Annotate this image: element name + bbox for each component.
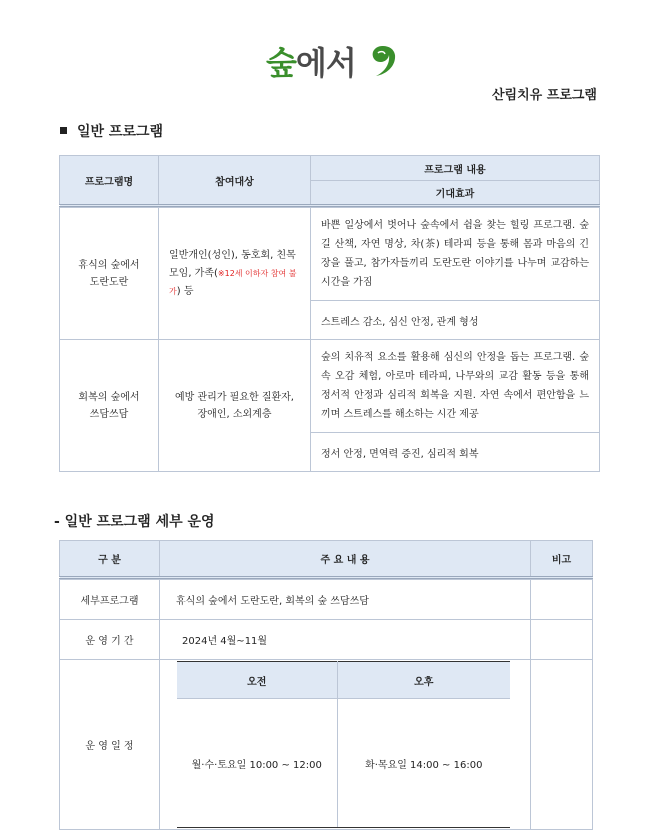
program-name-line1: 휴식의 숲에서 <box>78 259 140 271</box>
operation-table <box>59 540 593 830</box>
program-target <box>159 208 311 340</box>
schedule-cell <box>160 660 531 830</box>
target-age-note: ※12세 이하자 참여 불가 <box>169 268 297 296</box>
detail-note-cell <box>531 580 593 620</box>
program-effect: 스트레스 감소, 심신 안정, 관계 형성 <box>311 301 600 340</box>
program-name-line2: 도란도란 <box>89 276 129 288</box>
header-target: 참여대상 <box>159 156 311 206</box>
program-content: 바쁜 일상에서 벗어나 숲속에서 쉼을 찾는 힐링 프로그램. 숲길 산책, 자연 명상, 차(茶) 테라피 등을 통해 몸과 마음의 긴장을 풀고, 참가자들끼리 도란도란 이야기를 나누며 교감하는 시간을 가짐 <box>311 208 600 301</box>
logo-text <box>266 38 356 84</box>
header-note: 비고 <box>531 541 593 578</box>
program-subtitle: 산림치유 프로그램 <box>492 88 597 103</box>
program-row <box>60 340 600 433</box>
schedule-table <box>177 661 510 828</box>
program-name <box>60 340 159 472</box>
leaf-icon <box>368 43 398 79</box>
header-main-content: 주 요 내 용 <box>160 541 531 578</box>
header-category: 구 분 <box>60 541 160 578</box>
program-content: 숲의 치유적 요소를 활용해 심신의 안정을 돕는 프로그램. 숲속 오감 체험, 아로마 테라피, 나무와의 교감 활동 등을 통해 정서적 안정과 심리적 회복을 지원. 자연 속에서 편안함을 느끼며 스트레스를 해소하는 시간 제공 <box>311 340 600 433</box>
header-effect: 기대효과 <box>311 181 600 206</box>
program-target: 예방 관리가 필요한 질환자, 장애인, 소외계층 <box>159 340 311 472</box>
detail-program-value: 휴식의 숲에서 도란도란, 회복의 숲 쓰담쓰담 <box>160 580 531 620</box>
header-content: 프로그램 내용 <box>311 156 600 181</box>
schedule-am-header: 오전 <box>177 662 337 699</box>
target-main: 일반개인(성인), 동호회, 친목모임, 가족( <box>169 249 296 279</box>
forest-logo <box>266 40 398 82</box>
logo-green-text: 숲 <box>266 44 296 82</box>
schedule-row <box>60 660 593 830</box>
section-title-general <box>60 121 163 141</box>
schedule-label: 운 영 일 정 <box>60 660 160 830</box>
square-bullet-icon <box>60 127 67 134</box>
schedule-note-cell <box>531 660 593 830</box>
program-row <box>60 208 600 301</box>
schedule-pm-value: 화·목요일 14:00 ~ 16:00 <box>337 699 510 828</box>
program-name <box>60 208 159 340</box>
schedule-am-value: 월·수·토요일 10:00 ~ 12:00 <box>177 699 337 828</box>
detail-program-row <box>60 580 593 620</box>
program-name-line2: 쓰담쓰담 <box>89 408 129 420</box>
period-label: 운 영 기 간 <box>60 620 160 660</box>
period-row <box>60 620 593 660</box>
schedule-pm-header: 오후 <box>337 662 510 699</box>
detail-program-label: 세부프로그램 <box>60 580 160 620</box>
header-program-name: 프로그램명 <box>60 156 159 206</box>
program-name-line1: 회복의 숲에서 <box>78 391 140 403</box>
period-note-cell <box>531 620 593 660</box>
logo-dark-text: 에서 <box>295 44 356 82</box>
section-title-operation: - 일반 프로그램 세부 운영 <box>54 514 215 530</box>
general-program-table <box>59 155 600 472</box>
period-value: 2024년 4월~11월 <box>160 620 531 660</box>
section-title-general-text: 일반 프로그램 <box>77 124 164 140</box>
target-end: ) 등 <box>176 285 194 297</box>
program-effect: 정서 안정, 면역력 증진, 심리적 회복 <box>311 433 600 472</box>
